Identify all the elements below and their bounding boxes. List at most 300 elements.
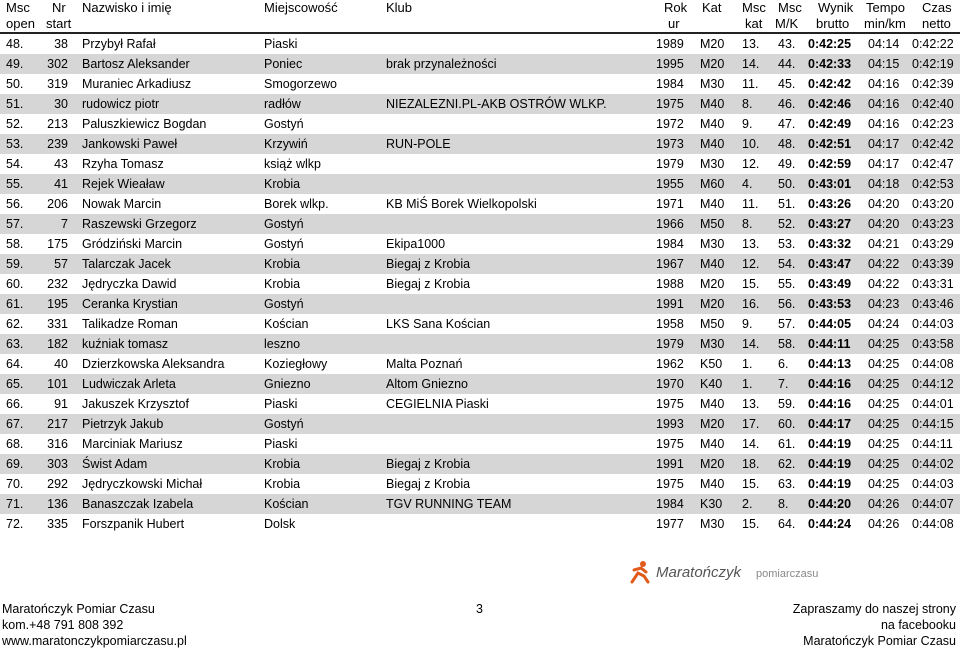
cell-katpl: 14.	[742, 57, 760, 71]
cell-year: 1991	[656, 297, 684, 311]
cell-place: 64.	[6, 357, 24, 371]
cell-netto: 0:44:11	[912, 437, 953, 451]
cell-place: 68.	[6, 437, 24, 451]
cell-place: 63.	[6, 337, 24, 351]
header-katpl-top: Msc	[742, 0, 766, 15]
cell-mk: 8.	[778, 497, 789, 511]
cell-year: 1975	[656, 477, 684, 491]
cell-brutto: 0:43:32	[808, 237, 852, 251]
cell-mk: 62.	[778, 457, 796, 471]
cell-city: Poniec	[264, 57, 303, 71]
cell-club: LKS Sana Kościan	[386, 317, 491, 331]
cell-place: 72.	[6, 517, 24, 531]
cell-nr: 30	[54, 97, 68, 111]
cell-mk: 57.	[778, 317, 796, 331]
cell-year: 1979	[656, 337, 684, 351]
cell-brutto: 0:43:53	[808, 297, 852, 311]
cell-year: 1971	[656, 197, 684, 211]
cell-city: leszno	[264, 337, 301, 351]
cell-year: 1989	[656, 37, 684, 51]
cell-name: Forszpanik Hubert	[82, 517, 185, 531]
cell-netto: 0:42:19	[912, 57, 954, 71]
cell-netto: 0:44:15	[912, 417, 954, 431]
header-tempo-top: Tempo	[866, 0, 906, 15]
cell-brutto: 0:42:51	[808, 137, 852, 151]
cell-city: Piaski	[264, 437, 298, 451]
cell-netto: 0:42:23	[912, 117, 954, 131]
table-row	[0, 394, 960, 414]
header-katpl-bottom: kat	[745, 16, 763, 31]
cell-mk: 44.	[778, 57, 796, 71]
cell-city: Kościan	[264, 497, 309, 511]
cell-tempo: 04:16	[868, 77, 900, 91]
cell-kat: M20	[700, 417, 725, 431]
table-row	[0, 334, 960, 354]
cell-tempo: 04:22	[868, 257, 900, 271]
cell-place: 51.	[6, 97, 24, 111]
cell-tempo: 04:22	[868, 277, 900, 291]
cell-brutto: 0:44:19	[808, 477, 852, 491]
cell-place: 70.	[6, 477, 24, 491]
maratonczyk-logo	[626, 560, 846, 586]
cell-club: Ekipa1000	[386, 237, 446, 251]
cell-mk: 64.	[778, 517, 796, 531]
cell-katpl: 14.	[742, 337, 760, 351]
table-row	[0, 374, 960, 394]
cell-kat: M20	[700, 277, 725, 291]
table-row	[0, 474, 960, 494]
footer-invite: Zapraszamy do naszej strony	[792, 602, 956, 616]
cell-tempo: 04:25	[868, 357, 900, 371]
cell-year: 1984	[656, 237, 684, 251]
cell-brutto: 0:42:49	[808, 117, 852, 131]
cell-place: 53.	[6, 137, 24, 151]
cell-tempo: 04:26	[868, 517, 900, 531]
cell-tempo: 04:16	[868, 117, 900, 131]
table-row	[0, 314, 960, 334]
cell-mk: 52.	[778, 217, 796, 231]
cell-kat: K30	[700, 497, 723, 511]
cell-mk: 53.	[778, 237, 796, 251]
cell-brutto: 0:43:26	[808, 197, 852, 211]
cell-katpl: 11.	[742, 77, 759, 91]
page-number: 3	[476, 602, 483, 616]
cell-place: 59.	[6, 257, 24, 271]
cell-kat: M30	[700, 77, 725, 91]
cell-club: TGV RUNNING TEAM	[386, 497, 512, 511]
cell-brutto: 0:44:16	[808, 397, 852, 411]
cell-city: Gostyń	[264, 297, 304, 311]
cell-brutto: 0:42:42	[808, 77, 852, 91]
cell-year: 1972	[656, 117, 684, 131]
cell-brutto: 0:44:13	[808, 357, 852, 371]
cell-tempo: 04:15	[868, 57, 900, 71]
cell-netto: 0:43:46	[912, 297, 954, 311]
cell-tempo: 04:25	[868, 417, 900, 431]
logo-brand: Maratończyk	[656, 564, 742, 581]
cell-club: Biegaj z Krobia	[386, 277, 471, 291]
cell-brutto: 0:43:01	[808, 177, 852, 191]
cell-year: 1995	[656, 57, 684, 71]
results-table	[0, 34, 960, 534]
cell-tempo: 04:24	[868, 317, 900, 331]
cell-mk: 43.	[778, 37, 796, 51]
table-row	[0, 514, 960, 534]
cell-name: Pietrzyk Jakub	[82, 417, 164, 431]
cell-kat: M30	[700, 157, 725, 171]
cell-nr: 331	[47, 317, 68, 331]
cell-kat: M30	[700, 237, 725, 251]
cell-kat: M20	[700, 37, 725, 51]
cell-katpl: 11.	[742, 197, 759, 211]
cell-netto: 0:43:29	[912, 237, 954, 251]
cell-place: 69.	[6, 457, 24, 471]
cell-year: 1988	[656, 277, 684, 291]
header-name: Nazwisko i imię	[82, 0, 172, 15]
cell-netto: 0:44:02	[912, 457, 954, 471]
header-place-top: Msc	[6, 0, 30, 15]
header-mk-bottom: M/K	[775, 16, 799, 31]
cell-name: Świst Adam	[82, 457, 148, 471]
cell-nr: 57	[54, 257, 68, 271]
cell-club: Biegaj z Krobia	[386, 477, 471, 491]
cell-name: Rejek Wieaław	[82, 177, 165, 191]
table-row	[0, 434, 960, 454]
cell-city: książ wlkp	[264, 157, 321, 171]
cell-city: Gostyń	[264, 217, 304, 231]
cell-nr: 175	[47, 237, 68, 251]
cell-city: Smogorzewo	[264, 77, 337, 91]
cell-nr: 319	[47, 77, 68, 91]
cell-kat: K50	[700, 357, 723, 371]
cell-kat: M20	[700, 57, 725, 71]
cell-brutto: 0:44:16	[808, 377, 852, 391]
cell-year: 1984	[656, 77, 684, 91]
cell-tempo: 04:20	[868, 197, 900, 211]
cell-netto: 0:43:23	[912, 217, 954, 231]
cell-nr: 195	[47, 297, 68, 311]
cell-nr: 136	[47, 497, 68, 511]
table-row	[0, 194, 960, 214]
cell-mk: 51.	[778, 197, 796, 211]
cell-place: 49.	[6, 57, 24, 71]
cell-brutto: 0:42:25	[808, 37, 852, 51]
cell-name: Talarczak Jacek	[82, 257, 171, 271]
cell-katpl: 13.	[742, 397, 760, 411]
cell-nr: 302	[47, 57, 68, 71]
table-row	[0, 234, 960, 254]
table-row	[0, 154, 960, 174]
cell-kat: M40	[700, 137, 725, 151]
cell-city: Gniezno	[264, 377, 311, 391]
cell-city: Gostyń	[264, 417, 304, 431]
cell-place: 57.	[6, 217, 24, 231]
cell-katpl: 13.	[742, 237, 760, 251]
cell-netto: 0:43:31	[912, 277, 954, 291]
cell-kat: M50	[700, 317, 725, 331]
table-row	[0, 54, 960, 74]
header-netto-bottom: netto	[922, 16, 951, 31]
cell-place: 58.	[6, 237, 24, 251]
cell-katpl: 8.	[742, 97, 753, 111]
cell-netto: 0:42:53	[912, 177, 954, 191]
cell-netto: 0:42:47	[912, 157, 954, 171]
cell-place: 66.	[6, 397, 24, 411]
cell-city: Krobia	[264, 477, 301, 491]
cell-kat: M60	[700, 177, 725, 191]
footer-phone: kom.+48 791 808 392	[2, 618, 124, 632]
table-row	[0, 354, 960, 374]
cell-year: 1973	[656, 137, 684, 151]
cell-year: 1993	[656, 417, 684, 431]
header-city: Miejscowość	[264, 0, 338, 15]
cell-name: Dzierzkowska Aleksandra	[82, 357, 225, 371]
cell-brutto: 0:42:59	[808, 157, 852, 171]
table-row	[0, 294, 960, 314]
cell-netto: 0:44:01	[912, 397, 954, 411]
table-row	[0, 254, 960, 274]
cell-year: 1991	[656, 457, 684, 471]
cell-tempo: 04:25	[868, 457, 900, 471]
header-club: Klub	[386, 0, 413, 15]
header-nr-top: Nr	[52, 0, 66, 15]
cell-nr: 43	[54, 157, 68, 171]
cell-mk: 60.	[778, 417, 796, 431]
cell-place: 62.	[6, 317, 24, 331]
cell-nr: 217	[47, 417, 68, 431]
cell-year: 1975	[656, 397, 684, 411]
cell-kat: M40	[700, 397, 725, 411]
cell-place: 50.	[6, 77, 24, 91]
cell-tempo: 04:25	[868, 437, 900, 451]
cell-brutto: 0:43:47	[808, 257, 852, 271]
cell-name: rudowicz piotr	[82, 97, 160, 111]
footer-facebook-name: Maratończyk Pomiar Czasu	[803, 634, 956, 648]
header-brutto-top: Wynik	[818, 0, 854, 15]
cell-place: 60.	[6, 277, 24, 291]
cell-club: RUN-POLE	[386, 137, 451, 151]
cell-netto: 0:44:07	[912, 497, 954, 511]
cell-katpl: 9.	[742, 317, 753, 331]
cell-nr: 91	[54, 397, 68, 411]
cell-name: Jakuszek Krzysztof	[82, 397, 189, 411]
table-row	[0, 134, 960, 154]
cell-tempo: 04:16	[868, 97, 900, 111]
cell-katpl: 12.	[742, 157, 760, 171]
table-header	[0, 0, 960, 32]
table-row	[0, 114, 960, 134]
cell-kat: M40	[700, 117, 725, 131]
cell-nr: 316	[47, 437, 68, 451]
cell-netto: 0:43:58	[912, 337, 954, 351]
cell-netto: 0:44:03	[912, 317, 954, 331]
cell-year: 1975	[656, 437, 684, 451]
cell-year: 1958	[656, 317, 684, 331]
cell-name: Rzyha Tomasz	[82, 157, 164, 171]
cell-city: Krobia	[264, 457, 301, 471]
cell-tempo: 04:25	[868, 477, 900, 491]
cell-year: 1979	[656, 157, 684, 171]
cell-tempo: 04:18	[868, 177, 900, 191]
cell-katpl: 1.	[742, 377, 753, 391]
cell-mk: 55.	[778, 277, 796, 291]
cell-city: Gostyń	[264, 237, 304, 251]
cell-tempo: 04:26	[868, 497, 900, 511]
table-row	[0, 414, 960, 434]
table-row	[0, 94, 960, 114]
cell-place: 71.	[6, 497, 24, 511]
cell-name: Jędryczka Dawid	[82, 277, 177, 291]
cell-katpl: 15.	[742, 477, 760, 491]
cell-tempo: 04:25	[868, 337, 900, 351]
cell-nr: 7	[61, 217, 68, 231]
cell-club: KB MiŚ Borek Wielkopolski	[386, 197, 537, 211]
cell-city: Krobia	[264, 257, 301, 271]
cell-brutto: 0:44:05	[808, 317, 852, 331]
table-row	[0, 274, 960, 294]
cell-katpl: 10.	[742, 137, 760, 151]
logo-sub: pomiarczasu	[756, 568, 819, 580]
cell-nr: 40	[54, 357, 68, 371]
cell-city: Dolsk	[264, 517, 296, 531]
cell-name: Jędryczkowski Michał	[82, 477, 203, 491]
cell-city: Krzywiń	[264, 137, 308, 151]
cell-name: Gródziński Marcin	[82, 237, 183, 251]
cell-kat: M40	[700, 437, 725, 451]
cell-katpl: 15.	[742, 517, 760, 531]
cell-year: 1970	[656, 377, 684, 391]
cell-year: 1967	[656, 257, 684, 271]
table-row	[0, 454, 960, 474]
cell-place: 48.	[6, 37, 24, 51]
cell-mk: 46.	[778, 97, 796, 111]
cell-club: NIEZALEZNI.PL-AKB OSTRÓW WLKP.	[386, 97, 607, 111]
cell-city: Krobia	[264, 277, 301, 291]
cell-netto: 0:44:12	[912, 377, 954, 391]
cell-nr: 213	[47, 117, 68, 131]
cell-brutto: 0:43:49	[808, 277, 852, 291]
cell-city: Piaski	[264, 37, 298, 51]
cell-tempo: 04:23	[868, 297, 900, 311]
table-row	[0, 174, 960, 194]
cell-year: 1966	[656, 217, 684, 231]
header-brutto-bottom: brutto	[816, 16, 850, 31]
cell-place: 56.	[6, 197, 24, 211]
cell-netto: 0:44:08	[912, 357, 954, 371]
footer-company: Maratończyk Pomiar Czasu	[2, 602, 155, 616]
cell-kat: M40	[700, 197, 725, 211]
cell-name: Paluszkiewicz Bogdan	[82, 117, 207, 131]
cell-nr: 232	[47, 277, 68, 291]
cell-brutto: 0:44:20	[808, 497, 852, 511]
cell-year: 1977	[656, 517, 684, 531]
cell-club: CEGIELNIA Piaski	[386, 397, 489, 411]
cell-year: 1984	[656, 497, 684, 511]
table-row	[0, 34, 960, 54]
cell-mk: 48.	[778, 137, 796, 151]
cell-mk: 45.	[778, 77, 796, 91]
cell-name: Jankowski Paweł	[82, 137, 178, 151]
cell-netto: 0:44:03	[912, 477, 954, 491]
cell-katpl: 4.	[742, 177, 753, 191]
cell-tempo: 04:25	[868, 377, 900, 391]
cell-katpl: 16.	[742, 297, 760, 311]
cell-netto: 0:42:22	[912, 37, 954, 51]
table-row	[0, 214, 960, 234]
cell-nr: 182	[47, 337, 68, 351]
cell-netto: 0:42:39	[912, 77, 954, 91]
cell-year: 1955	[656, 177, 684, 191]
cell-city: radłów	[264, 97, 301, 111]
cell-tempo: 04:25	[868, 397, 900, 411]
header-place-bottom: open	[6, 16, 35, 31]
cell-brutto: 0:42:46	[808, 97, 852, 111]
cell-club: Biegaj z Krobia	[386, 257, 471, 271]
cell-nr: 303	[47, 457, 68, 471]
cell-place: 65.	[6, 377, 24, 391]
cell-katpl: 15.	[742, 277, 760, 291]
cell-year: 1962	[656, 357, 684, 371]
header-year-bottom: ur	[668, 16, 680, 31]
cell-nr: 38	[54, 37, 68, 51]
cell-mk: 47.	[778, 117, 796, 131]
cell-name: Banaszczak Izabela	[82, 497, 194, 511]
header-netto-top: Czas	[922, 0, 952, 15]
cell-nr: 41	[54, 177, 68, 191]
cell-tempo: 04:14	[868, 37, 900, 51]
cell-tempo: 04:21	[868, 237, 900, 251]
cell-name: Przybył Rafał	[82, 37, 156, 51]
cell-city: Krobia	[264, 177, 301, 191]
cell-brutto: 0:44:17	[808, 417, 852, 431]
cell-name: Marciniak Mariusz	[82, 437, 183, 451]
cell-kat: M20	[700, 297, 725, 311]
cell-kat: M40	[700, 97, 725, 111]
cell-nr: 206	[47, 197, 68, 211]
cell-name: Bartosz Aleksander	[82, 57, 190, 71]
cell-city: Koziegłowy	[264, 357, 328, 371]
header-tempo-bottom: min/km	[864, 16, 906, 31]
cell-club: Malta Poznań	[386, 357, 463, 371]
cell-name: Muraniec Arkadiusz	[82, 77, 192, 91]
cell-kat: M40	[700, 257, 725, 271]
cell-mk: 7.	[778, 377, 789, 391]
cell-place: 54.	[6, 157, 24, 171]
cell-club: Altom Gniezno	[386, 377, 468, 391]
cell-katpl: 9.	[742, 117, 753, 131]
footer-website: www.maratonczykpomiarczasu.pl	[2, 634, 187, 648]
cell-name: Raszewski Grzegorz	[82, 217, 197, 231]
cell-mk: 54.	[778, 257, 796, 271]
cell-brutto: 0:44:19	[808, 437, 852, 451]
cell-katpl: 2.	[742, 497, 753, 511]
cell-brutto: 0:44:24	[808, 517, 852, 531]
cell-mk: 49.	[778, 157, 796, 171]
cell-kat: M50	[700, 217, 725, 231]
cell-place: 67.	[6, 417, 24, 431]
cell-year: 1975	[656, 97, 684, 111]
cell-kat: M20	[700, 457, 725, 471]
cell-netto: 0:43:20	[912, 197, 954, 211]
cell-brutto: 0:42:33	[808, 57, 852, 71]
header-kat: Kat	[702, 0, 722, 15]
cell-mk: 58.	[778, 337, 796, 351]
cell-name: Ceranka Krystian	[82, 297, 178, 311]
cell-place: 55.	[6, 177, 24, 191]
cell-kat: M30	[700, 517, 725, 531]
cell-nr: 335	[47, 517, 68, 531]
cell-mk: 50.	[778, 177, 796, 191]
